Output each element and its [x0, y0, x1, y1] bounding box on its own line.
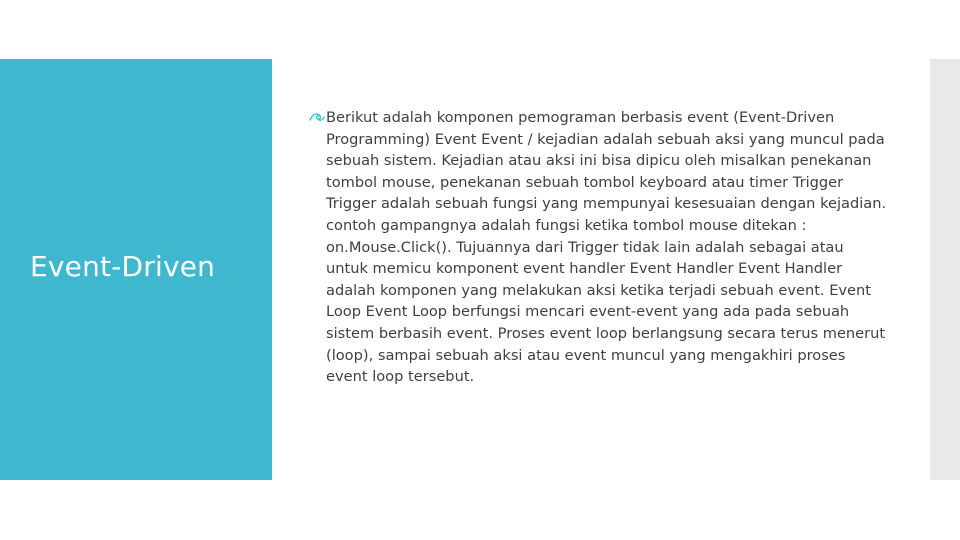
slide-title: Event-Driven [30, 250, 216, 283]
swirl-bullet-icon [309, 112, 325, 122]
side-strip [930, 59, 960, 480]
body-text: Berikut adalah komponen pemograman berbasis event (Event-Driven Programming) Event Event / kejadian adalah sebuah aksi yang muncul pada sebuah sistem. Kejadian atau aksi ini bisa dipicu oleh misalkan penekanan tombol mouse, penekanan sebuah tombol keyboard atau timer Trigger Trigger adalah sebuah fungsi yang mempunyai kesesuaian dengan kejadian. contoh gampangnya adalah fungsi ketika tombol mouse ditekan : on.Mouse.Click(). Tujuannya dari Trigger tidak lain adalah sebagai atau untuk memicu komponent event handler Event Handler Event Handler adalah komponen yang melakukan aksi ketika terjadi sebuah event. Event Loop Event Loop berfungsi mencari event-event yang ada pada sebuah sistem berbasih event. Proses event loop berlangsung secara terus menerut (loop), sampai sebuah aksi atau event muncul yang mengakhiri proses event loop tersebut. [326, 109, 887, 386]
bullet-paragraph [309, 107, 889, 388]
body-text-box [309, 107, 889, 388]
